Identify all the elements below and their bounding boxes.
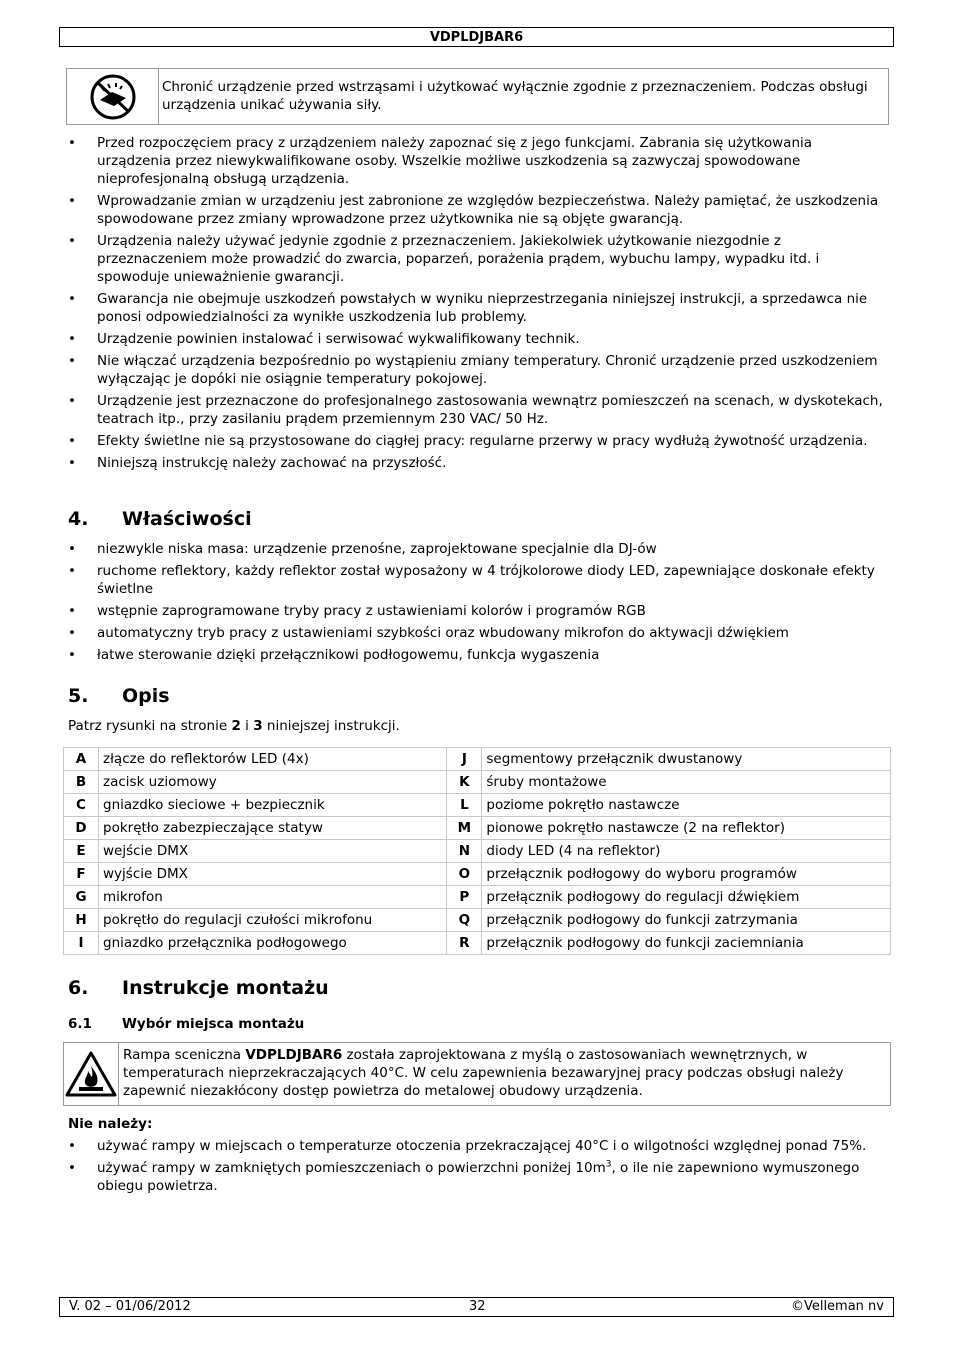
section-5-intro [68, 717, 400, 735]
part-description: mikrofon [99, 886, 447, 909]
table-row [64, 771, 891, 794]
page-header [59, 27, 894, 47]
list-item-text: używać rampy w zamkniętych pomieszczeniach o powierzchni poniżej 10m [97, 1160, 606, 1176]
part-description: pionowe pokrętło nastawcze (2 na reflektor) [482, 817, 891, 840]
part-description: gniazdko sieciowe + bezpiecznik [99, 794, 447, 817]
superscript: 3 [605, 1159, 612, 1170]
table-row [64, 909, 891, 932]
no-shock-icon-cell [67, 69, 159, 124]
part-description: śruby montażowe [482, 771, 891, 794]
list-item: • Efekty świetlne nie są przystosowane do ciągłej pracy: regularne przerwy w pracy wydłużą żywotność urządzenia. [68, 432, 890, 450]
footer-page-number: 32 [469, 1299, 486, 1314]
part-key: B [64, 771, 99, 794]
table-row [64, 794, 891, 817]
footer-copyright: ©Velleman nv [790, 1299, 884, 1314]
header-title: VDPLDJBAR6 [429, 30, 524, 45]
list-item [68, 1159, 890, 1195]
part-description: wejście DMX [99, 840, 447, 863]
list-item: • niezwykle niska masa: urządzenie przenośne, zaprojektowane specjalnie dla DJ-ów [68, 540, 890, 558]
dont-label: Nie należy: [68, 1116, 153, 1132]
part-key: E [64, 840, 99, 863]
part-description: złącze do reflektorów LED (4x) [99, 748, 447, 771]
subsection-title: Wybór miejsca montażu [122, 1016, 305, 1032]
part-key: P [447, 886, 482, 909]
warning-text-shock: Chronić urządzenie przed wstrząsami i użytkować wyłącznie zgodnie z przeznaczeniem. Podczas obsługi urządzenia unikać używania siły. [162, 79, 868, 113]
general-safety-list [68, 134, 890, 476]
part-key: K [447, 771, 482, 794]
model-name: VDPLDJBAR6 [245, 1047, 343, 1063]
parts-table [63, 747, 891, 955]
warning-text: została zaprojektowana z myślą o zastosowaniach wewnętrznych, w temperaturach nieprzekraczających 40°C. W celu zapewnienia bezawaryjnej pracy podczas obsługi należy zapewnić niezakłócony dostęp powietrza do metalowej obudowy urządzenia. [123, 1047, 844, 1099]
table-row [64, 748, 891, 771]
part-key: Q [447, 909, 482, 932]
list-item: • wstępnie zaprogramowane tryby pracy z ustawieniami kolorów i programów RGB [68, 602, 890, 620]
part-description: pokrętło zabezpieczające statyw [99, 817, 447, 840]
part-description: segmentowy przełącznik dwustanowy [482, 748, 891, 771]
part-key: J [447, 748, 482, 771]
part-key: R [447, 932, 482, 955]
section-title: Opis [122, 685, 170, 707]
section-6-heading [68, 977, 329, 999]
part-key: I [64, 932, 99, 955]
warning-box-fire [63, 1042, 891, 1106]
warning-text: Rampa sceniczna [123, 1047, 246, 1063]
list-item: • Urządzenia należy używać jedynie zgodnie z przeznaczeniem. Jakiekolwiek użytkowanie niezgodnie z przeznaczeniem może prowadzić do zwarcia, poparzeń, porażenia prądem, wybuchu lampy, wypadku itd. i spowoduje unieważnienie gwarancji. [68, 232, 890, 286]
intro-text: i [240, 718, 254, 734]
features-list [68, 540, 890, 668]
table-row [64, 840, 891, 863]
section-number: 5. [68, 685, 89, 707]
warning-text-fire [119, 1043, 890, 1105]
table-row [64, 932, 891, 955]
intro-page-ref: 3 [253, 718, 263, 734]
section-title: Instrukcje montażu [122, 977, 329, 999]
section-number: 6. [68, 977, 89, 999]
part-description: gniazdko przełącznika podłogowego [99, 932, 447, 955]
part-key: D [64, 817, 99, 840]
page-footer [59, 1297, 894, 1317]
part-description: przełącznik podłogowy do funkcji zatrzymania [482, 909, 891, 932]
list-item: • używać rampy w miejscach o temperaturze otoczenia przekraczającej 40°C i o wilgotności względnej ponad 75%. [68, 1137, 890, 1155]
list-item: • ruchome reflektory, każdy reflektor został wyposażony w 4 trójkolorowe diody LED, zapewniające doskonałe efekty świetlne [68, 562, 890, 598]
part-key: L [447, 794, 482, 817]
fire-hazard-icon-cell [64, 1043, 119, 1105]
part-description: poziome pokrętło nastawcze [482, 794, 891, 817]
list-item: • Nie włączać urządzenia bezpośrednio po wystąpieniu zmiany temperatury. Chronić urządzenie przed uszkodzeniem wyłączając je dopóki nie osiągnie temperatury pokojowej. [68, 352, 890, 388]
part-key: G [64, 886, 99, 909]
part-description: przełącznik podłogowy do regulacji dźwiękiem [482, 886, 891, 909]
list-item: • Urządzenie jest przeznaczone do profesjonalnego zastosowania wewnątrz pomieszczeń na scenach, w dyskotekach, teatrach itp., przy zasilaniu prądem przemiennym 230 VAC/ 50 Hz. [68, 392, 890, 428]
list-item: • Urządzenie powinien instalować i serwisować wykwalifikowany technik. [68, 330, 890, 348]
part-key: C [64, 794, 99, 817]
list-item: • Niniejszą instrukcję należy zachować na przyszłość. [68, 454, 890, 472]
part-description: przełącznik podłogowy do wyboru programów [482, 863, 891, 886]
table-row [64, 863, 891, 886]
intro-page-ref: 2 [231, 718, 241, 734]
section-5-heading [68, 685, 170, 707]
footer-version: V. 02 – 01/06/2012 [69, 1299, 191, 1314]
part-key: O [447, 863, 482, 886]
list-item: • automatyczny tryb pracy z ustawieniami szybkości oraz wbudowany mikrofon do aktywacji dźwiękiem [68, 624, 890, 642]
intro-text: Patrz rysunki na stronie [68, 718, 232, 734]
part-key: N [447, 840, 482, 863]
part-key: A [64, 748, 99, 771]
no-shock-icon [88, 74, 138, 120]
part-key: H [64, 909, 99, 932]
section-title: Właściwości [122, 508, 252, 530]
list-item: • Wprowadzanie zmian w urządzeniu jest zabronione ze względów bezpieczeństwa. Należy pamiętać, że uszkodzenia spowodowane przez zmiany wprowadzone przez użytkownika nie są objęte gwarancją. [68, 192, 890, 228]
list-item-text: , o ile nie zapewniono wymuszonego obiegu powietrza. [97, 1160, 860, 1194]
section-number: 4. [68, 508, 89, 530]
subsection-number: 6.1 [68, 1016, 92, 1032]
table-row [64, 817, 891, 840]
part-description: diody LED (4 na reflektor) [482, 840, 891, 863]
part-description: wyjście DMX [99, 863, 447, 886]
part-key: F [64, 863, 99, 886]
part-description: pokrętło do regulacji czułości mikrofonu [99, 909, 447, 932]
list-item: • Przed rozpoczęciem pracy z urządzeniem należy zapoznać się z jego funkcjami. Zabrania się użytkowania urządzenia przez niewykwalifikowane osoby. Wszelkie możliwe uszkodzenia są zazwyczaj spowodowane nieprofesjonalną obsługą urządzenia. [68, 134, 890, 188]
subsection-6-1-heading [68, 1015, 304, 1033]
warning-box-shock [66, 68, 889, 125]
section-4-heading [68, 508, 252, 530]
part-key: M [447, 817, 482, 840]
part-description: zacisk uziomowy [99, 771, 447, 794]
fire-hazard-icon [64, 1050, 118, 1098]
table-row [64, 886, 891, 909]
dont-list [68, 1137, 890, 1199]
intro-text: niniejszej instrukcji. [262, 718, 400, 734]
list-item: • Gwarancja nie obejmuje uszkodzeń powstałych w wyniku nieprzestrzegania niniejszej instrukcji, a sprzedawca nie ponosi odpowiedzialności za wynikłe uszkodzenia lub problemy. [68, 290, 890, 326]
part-description: przełącznik podłogowy do funkcji zaciemniania [482, 932, 891, 955]
list-item: • łatwe sterowanie dzięki przełącznikowi podłogowemu, funkcja wygaszenia [68, 646, 890, 664]
